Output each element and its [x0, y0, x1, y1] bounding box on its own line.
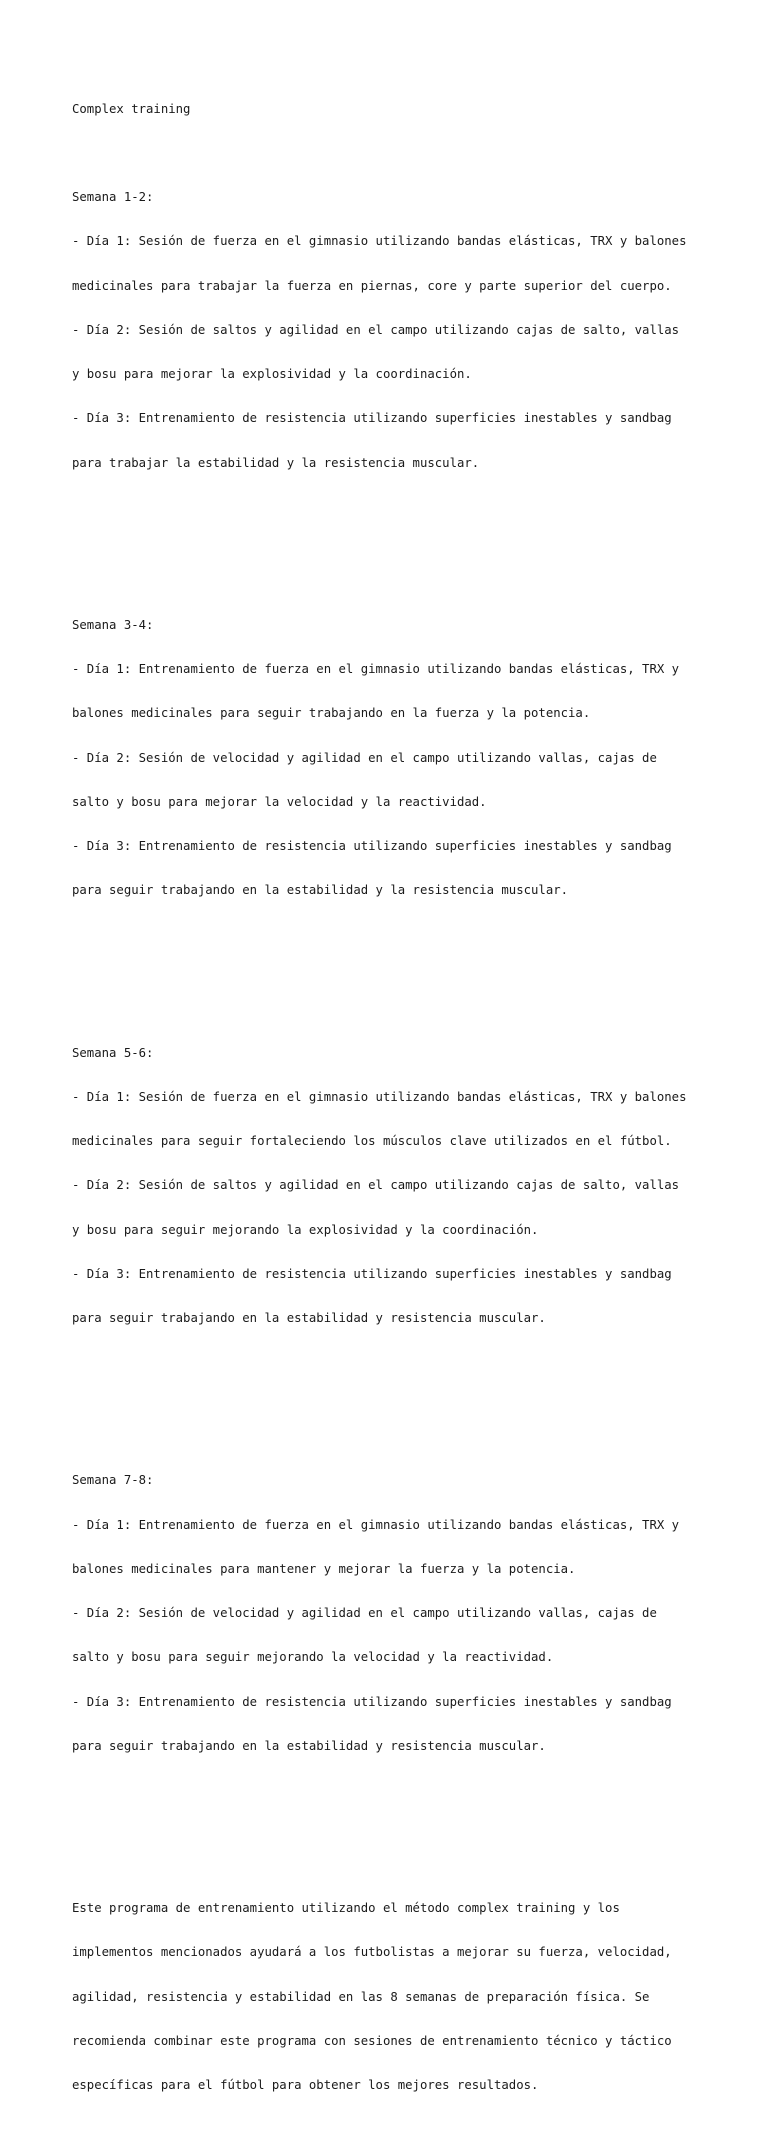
plan-line: - Día 3: Entrenamiento de resistencia utilizando superficies inestables y sandbag: [72, 1266, 672, 1281]
plan-line: salto y bosu para mejorar la velocidad y la reactividad.: [72, 794, 487, 809]
plan-line: - Día 2: Sesión de velocidad y agilidad en el campo utilizando vallas, cajas de: [72, 1606, 657, 1620]
document-page: [72, 72, 712, 2137]
week-section-3-4: [72, 588, 712, 927]
plan-line: - Día 3: Entrenamiento de resistencia utilizando superficies inestables y sandbag: [72, 1694, 672, 1709]
paragraph-gap: [72, 1385, 712, 1400]
conclusion-line: implementos mencionados ayudará a los futbolistas a mejorar su fuerza, velocidad,: [72, 1945, 672, 1960]
plan-line: para trabajar la estabilidad y la resistencia muscular.: [72, 455, 480, 470]
conclusion-line: específicas para el fútbol para obtener los mejores resultados.: [72, 2078, 539, 2092]
plan-line: balones medicinales para mantener y mejorar la fuerza y la potencia.: [72, 1561, 576, 1576]
week-heading: Semana 7-8:: [72, 1473, 154, 1488]
week-section-1-2: [72, 161, 712, 500]
plan-line: - Día 1: Entrenamiento de fuerza en el gimnasio utilizando bandas elásticas, TRX y: [72, 1517, 680, 1532]
paragraph-gap: [72, 1813, 712, 1828]
plan-line: - Día 3: Entrenamiento de resistencia utilizando superficies inestables y sandbag: [72, 411, 672, 426]
plan-line: - Día 2: Sesión de velocidad y agilidad en el campo utilizando vallas, cajas de: [72, 750, 657, 765]
plan-line: - Día 2: Sesión de saltos y agilidad en el campo utilizando cajas de salto, vallas: [72, 322, 680, 337]
week-section-7-8: [72, 1444, 712, 1783]
conclusion-line: Este programa de entrenamiento utilizando el método complex training y los: [72, 1901, 620, 1915]
plan-line: - Día 3: Entrenamiento de resistencia utilizando superficies inestables y sandbag: [72, 839, 672, 853]
document-title: Complex training: [72, 101, 191, 116]
week-heading: Semana 1-2:: [72, 190, 154, 204]
plan-line: y bosu para mejorar la explosividad y la coordinación.: [72, 367, 472, 381]
plan-line: salto y bosu para seguir mejorando la velocidad y la reactividad.: [72, 1650, 554, 1665]
plan-line: para seguir trabajando en la estabilidad y resistencia muscular.: [72, 1311, 546, 1325]
conclusion-line: recomienda combinar este programa con sesiones de entrenamiento técnico y táctico: [72, 2033, 672, 2048]
plan-line: para seguir trabajando en la estabilidad y resistencia muscular.: [72, 1738, 546, 1753]
week-section-5-6: [72, 1016, 712, 1355]
plan-line: para seguir trabajando en la estabilidad y la resistencia muscular.: [72, 883, 569, 898]
week-heading: Semana 3-4:: [72, 617, 154, 632]
plan-line: balones medicinales para seguir trabajando en la fuerza y la potencia.: [72, 706, 591, 721]
plan-line: - Día 1: Sesión de fuerza en el gimnasio utilizando bandas elásticas, TRX y balones: [72, 234, 687, 249]
paragraph-gap: [72, 529, 712, 544]
plan-line: medicinales para seguir fortaleciendo los músculos clave utilizados en el fútbol.: [72, 1134, 672, 1148]
plan-line: - Día 1: Sesión de fuerza en el gimnasio utilizando bandas elásticas, TRX y balones: [72, 1089, 687, 1104]
conclusion-paragraph: [72, 1872, 712, 2123]
conclusion-line: agilidad, resistencia y estabilidad en las 8 semanas de preparación física. Se: [72, 1989, 650, 2004]
plan-line: - Día 2: Sesión de saltos y agilidad en el campo utilizando cajas de salto, vallas: [72, 1178, 680, 1193]
plan-line: medicinales para trabajar la fuerza en piernas, core y parte superior del cuerpo.: [72, 278, 672, 293]
plan-line: - Día 1: Entrenamiento de fuerza en el gimnasio utilizando bandas elásticas, TRX y: [72, 662, 680, 676]
paragraph-gap: [72, 957, 712, 972]
week-heading: Semana 5-6:: [72, 1045, 154, 1060]
plan-line: y bosu para seguir mejorando la explosividad y la coordinación.: [72, 1222, 539, 1237]
